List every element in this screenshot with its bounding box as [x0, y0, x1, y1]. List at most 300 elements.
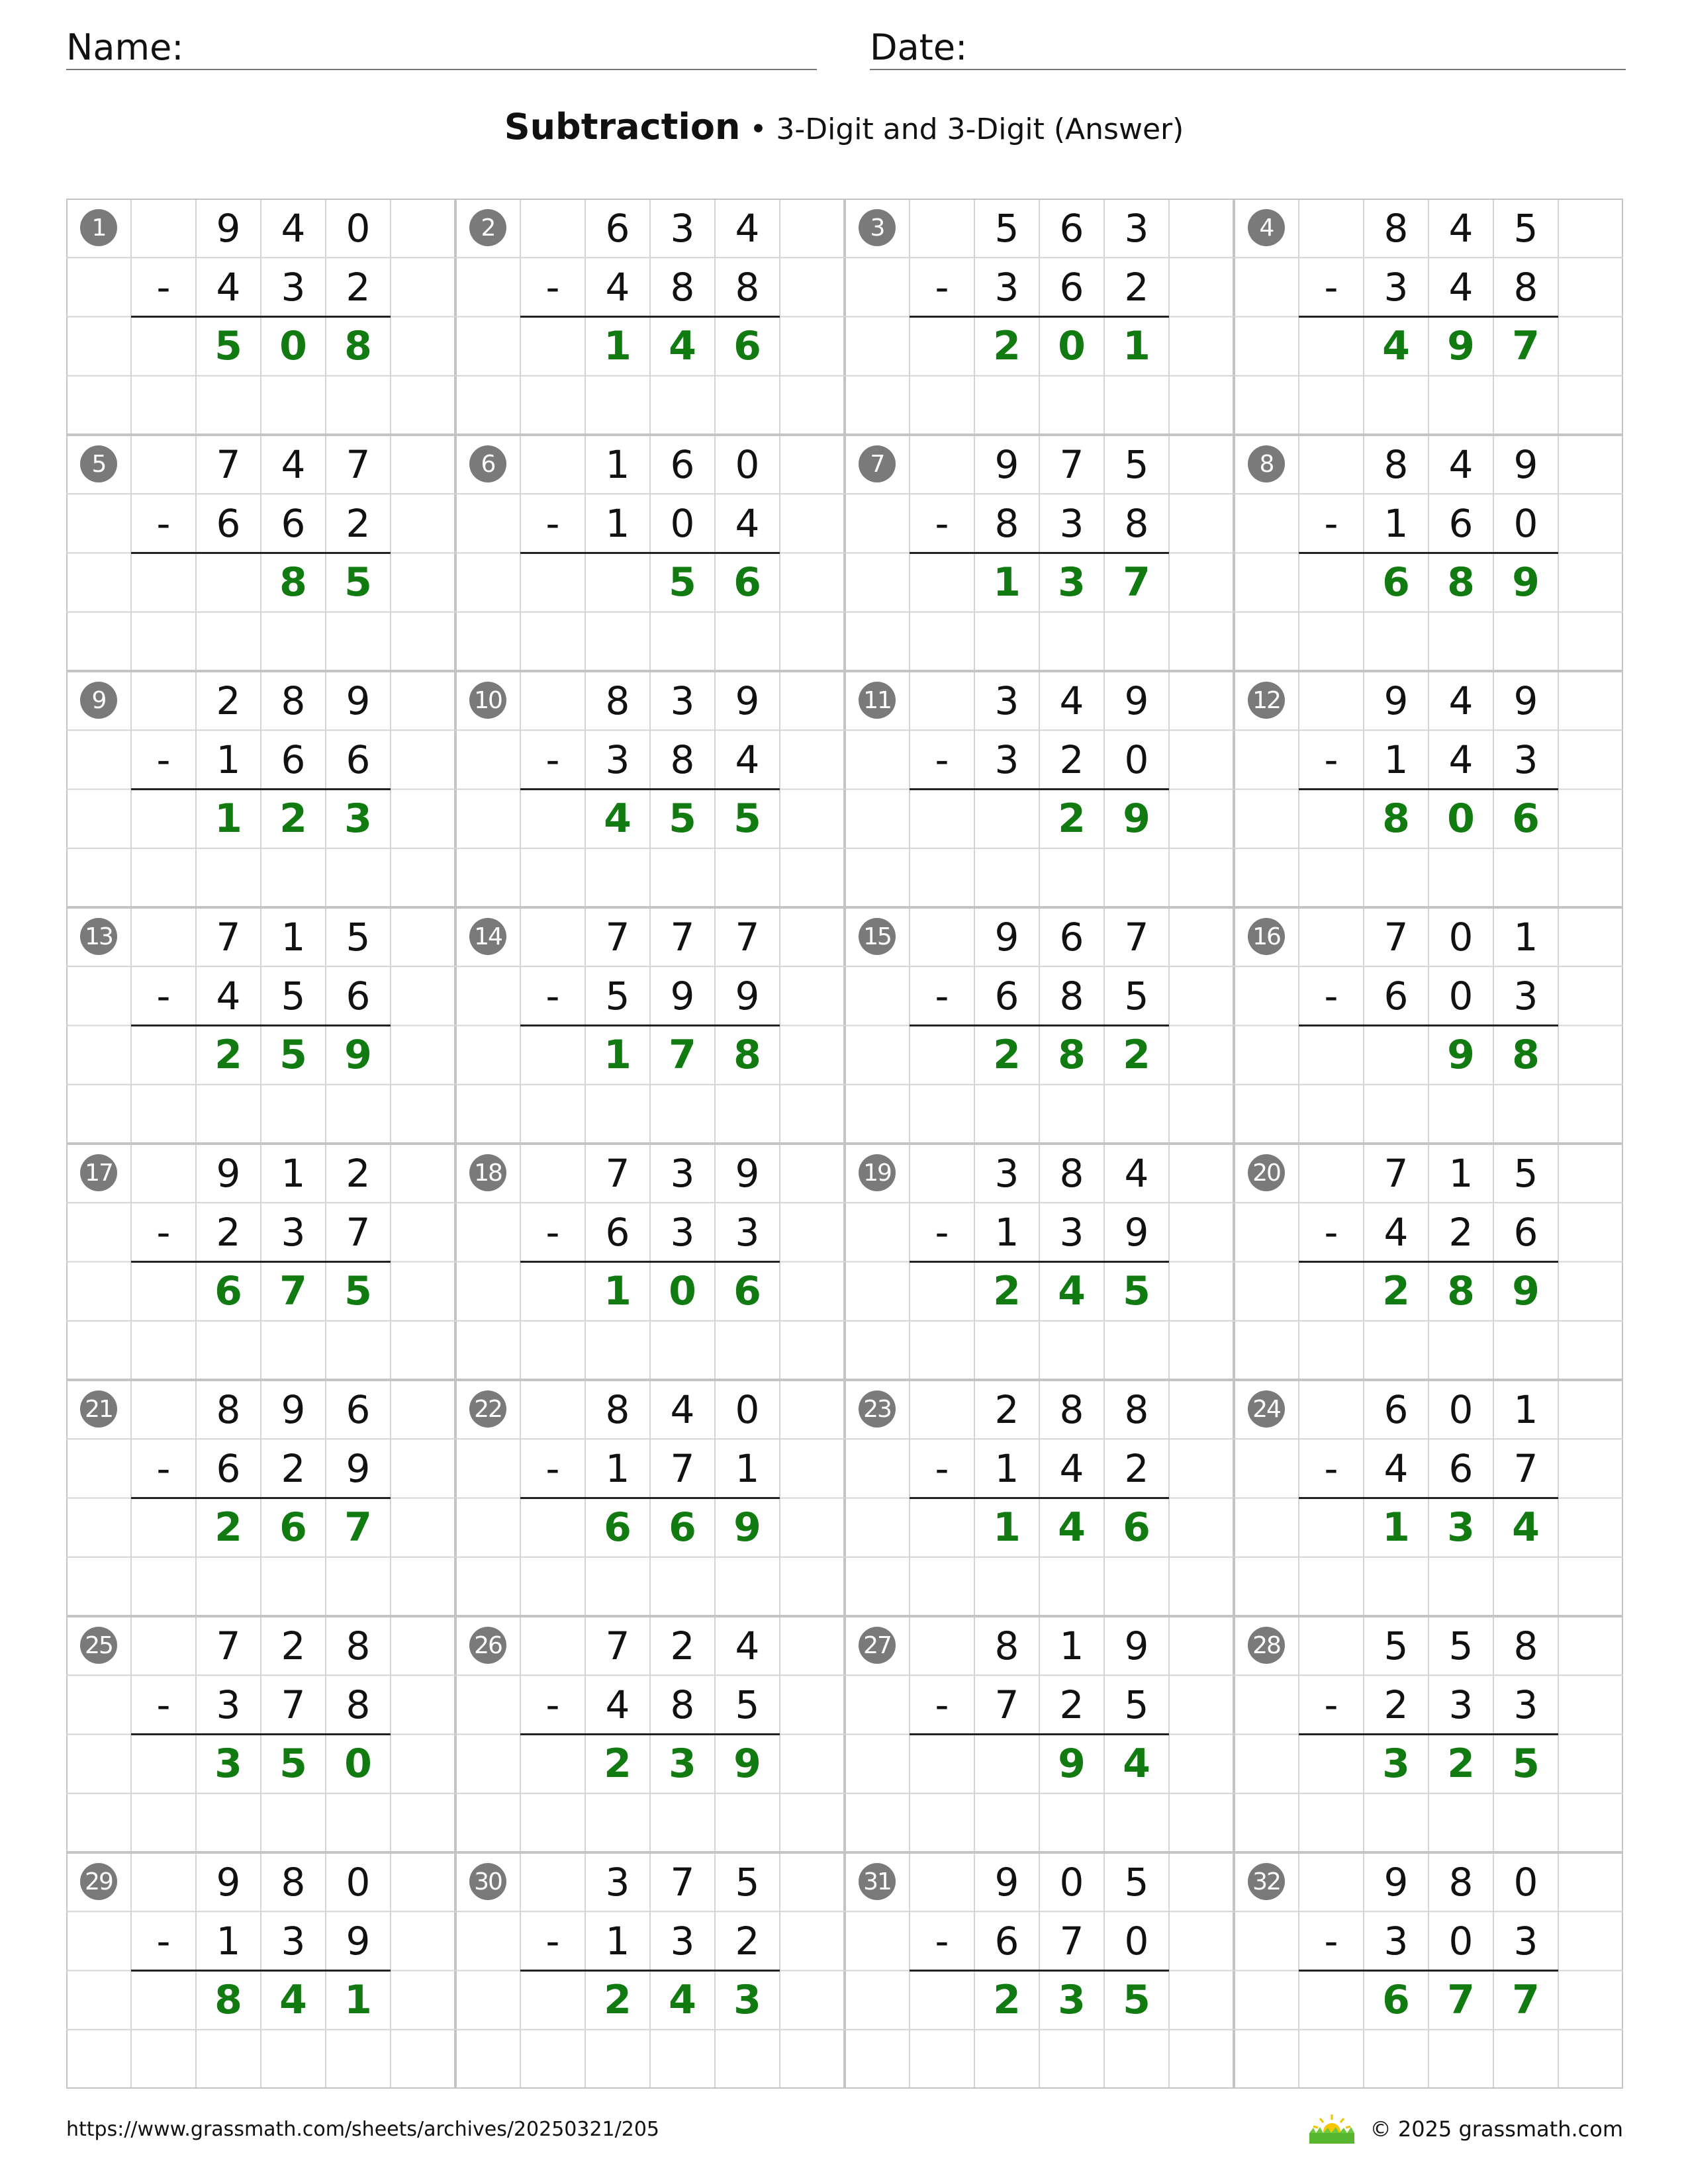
minus-sign: -	[935, 500, 949, 546]
minuend-digit: 9	[1383, 678, 1409, 723]
answer-digit: 5	[344, 559, 372, 606]
subtrahend-digit: 6	[1383, 973, 1409, 1019]
answer-rule	[520, 1970, 780, 1972]
answer-digit: 5	[1123, 1268, 1150, 1314]
minuend-digit: 3	[994, 1150, 1019, 1196]
problem-number-badge: 4	[1248, 209, 1285, 246]
minus-sign: -	[1324, 1918, 1338, 1964]
answer-digit: 2	[993, 1268, 1021, 1314]
problem-number-badge: 3	[859, 209, 896, 246]
minuend-digit: 4	[1059, 678, 1084, 723]
answer-digit: 0	[1447, 796, 1475, 842]
answer-rule	[910, 316, 1169, 318]
subtrahend-digit: 3	[1059, 500, 1084, 546]
answer-digit: 5	[279, 1741, 307, 1787]
answer-rule	[910, 1733, 1169, 1735]
answer-rule	[910, 1024, 1169, 1026]
minus-sign: -	[1324, 1682, 1338, 1727]
subtrahend-digit: 5	[281, 973, 306, 1019]
minuend-digit: 8	[346, 1623, 371, 1668]
answer-rule	[1299, 1497, 1558, 1499]
minus-sign: -	[156, 737, 171, 782]
problem-number-badge: 18	[469, 1154, 506, 1191]
answer-digit: 1	[214, 796, 242, 842]
answer-rule	[1299, 788, 1558, 790]
subtrahend-digit: 2	[281, 1445, 306, 1491]
subtrahend-digit: 3	[670, 1918, 695, 1964]
answer-digit: 8	[1058, 1032, 1086, 1078]
subtrahend-digit: 4	[1383, 1209, 1409, 1255]
answer-rule	[520, 552, 780, 554]
subtrahend-digit: 1	[605, 1918, 630, 1964]
minus-sign: -	[156, 1445, 171, 1491]
subtrahend-digit: 6	[216, 1445, 241, 1491]
subtrahend-digit: 1	[1383, 500, 1409, 546]
footer-copyright: © 2025 grassmath.com	[1370, 2116, 1623, 2142]
subtrahend-digit: 8	[670, 1682, 695, 1727]
subtrahend-digit: 6	[346, 737, 371, 782]
footer-brand	[1308, 2113, 1623, 2145]
subtrahend-digit: 4	[1448, 264, 1474, 310]
answer-digit: 8	[214, 1977, 242, 2023]
answer-digit: 6	[1123, 1504, 1150, 1551]
subtrahend-digit: 8	[1124, 500, 1149, 546]
subtrahend-digit: 3	[1513, 1682, 1538, 1727]
answer-digit: 2	[214, 1032, 242, 1078]
subtrahend-digit: 9	[735, 973, 760, 1019]
answer-digit: 0	[1058, 323, 1086, 369]
subtrahend-digit: 2	[1059, 1682, 1084, 1727]
minuend-digit: 6	[1059, 914, 1084, 960]
minuend-digit: 9	[1383, 1859, 1409, 1905]
subtrahend-digit: 2	[346, 500, 371, 546]
minuend-digit: 0	[1448, 914, 1474, 960]
subtrahend-digit: 5	[605, 973, 630, 1019]
answer-digit: 5	[669, 559, 696, 606]
subtrahend-digit: 2	[1448, 1209, 1474, 1255]
minus-sign: -	[156, 264, 171, 310]
subtrahend-digit: 4	[216, 973, 241, 1019]
subtrahend-digit: 6	[1448, 500, 1474, 546]
minuend-digit: 4	[1448, 205, 1474, 251]
answer-digit: 0	[669, 1268, 696, 1314]
minuend-digit: 9	[994, 1859, 1019, 1905]
answer-digit: 2	[279, 796, 307, 842]
minuend-digit: 3	[994, 678, 1019, 723]
minuend-digit: 8	[1059, 1387, 1084, 1432]
answer-rule	[520, 1497, 780, 1499]
minus-sign: -	[545, 973, 560, 1019]
minus-sign: -	[545, 1682, 560, 1727]
minuend-digit: 7	[216, 441, 241, 487]
minuend-digit: 9	[994, 441, 1019, 487]
minuend-digit: 4	[735, 205, 760, 251]
minus-sign: -	[156, 1918, 171, 1964]
answer-digit: 1	[604, 1032, 632, 1078]
minuend-digit: 9	[216, 1859, 241, 1905]
sunrise-grass-icon	[1308, 2113, 1356, 2145]
minuend-digit: 1	[1513, 1387, 1538, 1432]
answer-rule	[910, 1497, 1169, 1499]
subtrahend-digit: 1	[605, 1445, 630, 1491]
minuend-digit: 9	[1513, 441, 1538, 487]
minus-sign: -	[935, 973, 949, 1019]
answer-digit: 3	[669, 1741, 696, 1787]
minuend-digit: 5	[346, 914, 371, 960]
minuend-digit: 5	[1124, 1859, 1149, 1905]
subtrahend-digit: 7	[994, 1682, 1019, 1727]
minuend-digit: 3	[670, 205, 695, 251]
answer-digit: 3	[344, 796, 372, 842]
subtrahend-digit: 2	[1124, 1445, 1149, 1491]
problem-number-badge: 6	[469, 445, 506, 482]
minuend-digit: 7	[1383, 1150, 1409, 1196]
minuend-digit: 4	[670, 1387, 695, 1432]
answer-digit: 4	[1058, 1268, 1086, 1314]
subtrahend-digit: 8	[670, 737, 695, 782]
minus-sign: -	[935, 264, 949, 310]
subtrahend-digit: 9	[670, 973, 695, 1019]
answer-digit: 6	[214, 1268, 242, 1314]
answer-digit: 5	[279, 1032, 307, 1078]
minuend-digit: 5	[1513, 205, 1538, 251]
subtrahend-digit: 3	[1513, 1918, 1538, 1964]
minuend-digit: 0	[1059, 1859, 1084, 1905]
subtrahend-digit: 6	[281, 500, 306, 546]
answer-rule	[131, 316, 391, 318]
subtrahend-digit: 2	[346, 264, 371, 310]
subtrahend-digit: 6	[994, 973, 1019, 1019]
minuend-digit: 7	[346, 441, 371, 487]
minuend-digit: 0	[735, 441, 760, 487]
subtrahend-digit: 0	[1513, 500, 1538, 546]
answer-digit: 4	[1512, 1504, 1540, 1551]
problem-number-badge: 31	[859, 1863, 896, 1900]
answer-rule	[520, 1261, 780, 1263]
answer-digit: 7	[1123, 559, 1150, 606]
minus-sign: -	[1324, 1209, 1338, 1255]
answer-digit: 5	[344, 1268, 372, 1314]
minuend-digit: 4	[281, 205, 306, 251]
minuend-digit: 6	[346, 1387, 371, 1432]
answer-digit: 4	[1123, 1741, 1150, 1787]
minuend-digit: 8	[1513, 1623, 1538, 1668]
minuend-digit: 6	[605, 205, 630, 251]
minus-sign: -	[935, 1445, 949, 1491]
subtrahend-digit: 1	[605, 500, 630, 546]
subtrahend-digit: 2	[216, 1209, 241, 1255]
minuend-digit: 7	[735, 914, 760, 960]
subtrahend-digit: 9	[346, 1445, 371, 1491]
minuend-digit: 2	[994, 1387, 1019, 1432]
answer-digit: 5	[669, 796, 696, 842]
subtrahend-digit: 3	[994, 264, 1019, 310]
minus-sign: -	[156, 973, 171, 1019]
problem-number-badge: 23	[859, 1390, 896, 1428]
subtrahend-digit: 4	[605, 1682, 630, 1727]
subtrahend-digit: 1	[994, 1445, 1019, 1491]
subtrahend-digit: 7	[346, 1209, 371, 1255]
minuend-digit: 8	[1383, 441, 1409, 487]
answer-digit: 2	[214, 1504, 242, 1551]
subtrahend-digit: 8	[735, 264, 760, 310]
minus-sign: -	[545, 737, 560, 782]
subtrahend-digit: 6	[1448, 1445, 1474, 1491]
answer-digit: 6	[1382, 559, 1410, 606]
subtrahend-digit: 8	[670, 264, 695, 310]
minus-sign: -	[156, 1209, 171, 1255]
answer-digit: 8	[1512, 1032, 1540, 1078]
minuend-digit: 6	[670, 441, 695, 487]
answer-rule	[131, 1970, 391, 1972]
minus-sign: -	[1324, 737, 1338, 782]
answer-digit: 8	[1447, 1268, 1475, 1314]
answer-digit: 9	[344, 1032, 372, 1078]
answer-digit: 5	[214, 323, 242, 369]
minuend-digit: 8	[994, 1623, 1019, 1668]
minuend-digit: 3	[1124, 205, 1149, 251]
minuend-digit: 1	[1513, 914, 1538, 960]
minus-sign: -	[935, 1918, 949, 1964]
subtrahend-digit: 2	[1124, 264, 1149, 310]
minuend-digit: 8	[216, 1387, 241, 1432]
subtrahend-digit: 4	[735, 737, 760, 782]
answer-digit: 4	[604, 796, 632, 842]
answer-rule	[520, 1733, 780, 1735]
minus-sign: -	[935, 737, 949, 782]
minuend-digit: 8	[1383, 205, 1409, 251]
minuend-digit: 9	[735, 678, 760, 723]
answer-digit: 7	[1512, 323, 1540, 369]
subtrahend-digit: 3	[735, 1209, 760, 1255]
minuend-digit: 6	[1383, 1387, 1409, 1432]
minuend-digit: 5	[1383, 1623, 1409, 1668]
problem-number-badge: 24	[1248, 1390, 1285, 1428]
minus-sign: -	[1324, 973, 1338, 1019]
minuend-digit: 6	[1059, 205, 1084, 251]
problem-number-badge: 25	[80, 1627, 117, 1664]
answer-digit: 2	[1123, 1032, 1150, 1078]
subtrahend-digit: 1	[994, 1209, 1019, 1255]
answer-digit: 5	[1123, 1977, 1150, 2023]
answer-digit: 6	[1382, 1977, 1410, 2023]
problem-grid	[66, 199, 1623, 2089]
subtrahend-digit: 7	[281, 1682, 306, 1727]
name-field[interactable]	[66, 23, 817, 70]
subtrahend-digit: 2	[735, 1918, 760, 1964]
answer-digit: 2	[604, 1741, 632, 1787]
answer-digit: 1	[604, 323, 632, 369]
answer-digit: 4	[1058, 1504, 1086, 1551]
problem-number-badge: 15	[859, 918, 896, 955]
problem-number-badge: 27	[859, 1627, 896, 1664]
answer-rule	[131, 1497, 391, 1499]
problem-number-badge: 2	[469, 209, 506, 246]
minuend-digit: 2	[281, 1623, 306, 1668]
problem-number-badge: 16	[1248, 918, 1285, 955]
answer-rule	[1299, 1024, 1558, 1026]
minuend-digit: 8	[1124, 1387, 1149, 1432]
minuend-digit: 8	[281, 678, 306, 723]
minuend-digit: 9	[281, 1387, 306, 1432]
answer-rule	[1299, 1733, 1558, 1735]
answer-digit: 4	[279, 1977, 307, 2023]
answer-rule	[910, 552, 1169, 554]
minus-sign: -	[156, 1682, 171, 1727]
minuend-digit: 7	[1383, 914, 1409, 960]
minuend-digit: 8	[605, 1387, 630, 1432]
answer-digit: 6	[1512, 796, 1540, 842]
subtrahend-digit: 3	[605, 737, 630, 782]
title-subtitle: 3-Digit and 3-Digit (Answer)	[776, 113, 1184, 146]
answer-digit: 7	[279, 1268, 307, 1314]
subtrahend-digit: 3	[281, 264, 306, 310]
subtrahend-digit: 5	[1124, 973, 1149, 1019]
minuend-digit: 5	[1448, 1623, 1474, 1668]
minuend-digit: 7	[605, 914, 630, 960]
answer-digit: 7	[344, 1504, 372, 1551]
answer-digit: 1	[344, 1977, 372, 2023]
answer-rule	[131, 1733, 391, 1735]
answer-digit: 2	[993, 323, 1021, 369]
answer-digit: 4	[669, 1977, 696, 2023]
answer-rule	[1299, 1970, 1558, 1972]
subtrahend-digit: 3	[1383, 1918, 1409, 1964]
minuend-digit: 9	[1513, 678, 1538, 723]
problem-number-badge: 26	[469, 1627, 506, 1664]
problem-number-badge: 22	[469, 1390, 506, 1428]
subtrahend-digit: 4	[216, 264, 241, 310]
date-field[interactable]	[870, 23, 1626, 70]
minus-sign: -	[935, 1209, 949, 1255]
answer-rule	[1299, 552, 1558, 554]
problem-number-badge: 8	[1248, 445, 1285, 482]
problem-number-badge: 13	[80, 918, 117, 955]
minuend-digit: 7	[670, 1859, 695, 1905]
subtrahend-digit: 7	[1059, 1918, 1084, 1964]
minuend-digit: 0	[735, 1387, 760, 1432]
subtrahend-digit: 3	[1448, 1682, 1474, 1727]
answer-rule	[1299, 316, 1558, 318]
subtrahend-digit: 1	[216, 737, 241, 782]
answer-rule	[520, 1024, 780, 1026]
answer-digit: 3	[1058, 1977, 1086, 2023]
subtrahend-digit: 6	[281, 737, 306, 782]
answer-digit: 2	[993, 1977, 1021, 2023]
minuend-digit: 7	[1059, 441, 1084, 487]
problem-number-badge: 21	[80, 1390, 117, 1428]
minuend-digit: 0	[346, 1859, 371, 1905]
problem-number-badge: 11	[859, 682, 896, 719]
minuend-digit: 3	[605, 1859, 630, 1905]
answer-digit: 7	[1447, 1977, 1475, 2023]
minuend-digit: 7	[1124, 914, 1149, 960]
answer-digit: 6	[733, 559, 761, 606]
minuend-digit: 9	[1124, 1623, 1149, 1668]
minuend-digit: 0	[1448, 1387, 1474, 1432]
minuend-digit: 3	[670, 1150, 695, 1196]
answer-digit: 7	[669, 1032, 696, 1078]
title-main: Subtraction	[504, 106, 741, 148]
answer-rule	[1299, 1261, 1558, 1263]
subtrahend-digit: 3	[281, 1918, 306, 1964]
problem-number-badge: 1	[80, 209, 117, 246]
subtrahend-digit: 6	[216, 500, 241, 546]
answer-digit: 8	[279, 559, 307, 606]
answer-digit: 2	[1447, 1741, 1475, 1787]
minuend-digit: 9	[994, 914, 1019, 960]
subtrahend-digit: 6	[1513, 1209, 1538, 1255]
subtrahend-digit: 9	[1124, 1209, 1149, 1255]
name-label: Name:	[66, 26, 184, 68]
answer-digit: 0	[279, 323, 307, 369]
minuend-digit: 8	[605, 678, 630, 723]
answer-digit: 3	[1058, 559, 1086, 606]
minuend-digit: 9	[735, 1150, 760, 1196]
answer-digit: 6	[279, 1504, 307, 1551]
minuend-digit: 4	[281, 441, 306, 487]
answer-rule	[131, 788, 391, 790]
subtrahend-digit: 8	[1059, 973, 1084, 1019]
minuend-digit: 4	[1124, 1150, 1149, 1196]
answer-rule	[910, 788, 1169, 790]
subtrahend-digit: 1	[735, 1445, 760, 1491]
minuend-digit: 4	[735, 1623, 760, 1668]
problem-number-badge: 9	[80, 682, 117, 719]
minuend-digit: 8	[281, 1859, 306, 1905]
minuend-digit: 2	[216, 678, 241, 723]
answer-digit: 4	[1382, 323, 1410, 369]
answer-digit: 5	[733, 796, 761, 842]
subtrahend-digit: 4	[735, 500, 760, 546]
answer-digit: 8	[344, 323, 372, 369]
minuend-digit: 0	[346, 205, 371, 251]
subtrahend-digit: 6	[1059, 264, 1084, 310]
minus-sign: -	[545, 1209, 560, 1255]
subtrahend-digit: 0	[1124, 1918, 1149, 1964]
minuend-digit: 5	[994, 205, 1019, 251]
problem-number-badge: 32	[1248, 1863, 1285, 1900]
problem-number-badge: 12	[1248, 682, 1285, 719]
subtrahend-digit: 2	[1059, 737, 1084, 782]
subtrahend-digit: 4	[605, 264, 630, 310]
minuend-digit: 1	[281, 914, 306, 960]
answer-digit: 2	[1058, 796, 1086, 842]
answer-digit: 9	[1058, 1741, 1086, 1787]
answer-digit: 9	[733, 1741, 761, 1787]
minuend-digit: 0	[1513, 1859, 1538, 1905]
answer-digit: 9	[1447, 323, 1475, 369]
minuend-digit: 9	[216, 1150, 241, 1196]
minuend-digit: 5	[735, 1859, 760, 1905]
subtrahend-digit: 0	[670, 500, 695, 546]
footer-url: https://www.grassmath.com/sheets/archives/20250321/205	[66, 2118, 660, 2141]
answer-digit: 5	[1512, 1741, 1540, 1787]
subtrahend-digit: 3	[994, 737, 1019, 782]
minus-sign: -	[1324, 1445, 1338, 1491]
answer-digit: 1	[1123, 323, 1150, 369]
problem-number-badge: 30	[469, 1863, 506, 1900]
minuend-digit: 4	[1448, 441, 1474, 487]
answer-rule	[131, 552, 391, 554]
minuend-digit: 9	[216, 205, 241, 251]
problem-number-badge: 10	[469, 682, 506, 719]
minuend-digit: 5	[1513, 1150, 1538, 1196]
answer-digit: 6	[733, 1268, 761, 1314]
subtrahend-digit: 7	[1513, 1445, 1538, 1491]
answer-digit: 9	[1123, 796, 1150, 842]
minuend-digit: 7	[605, 1150, 630, 1196]
